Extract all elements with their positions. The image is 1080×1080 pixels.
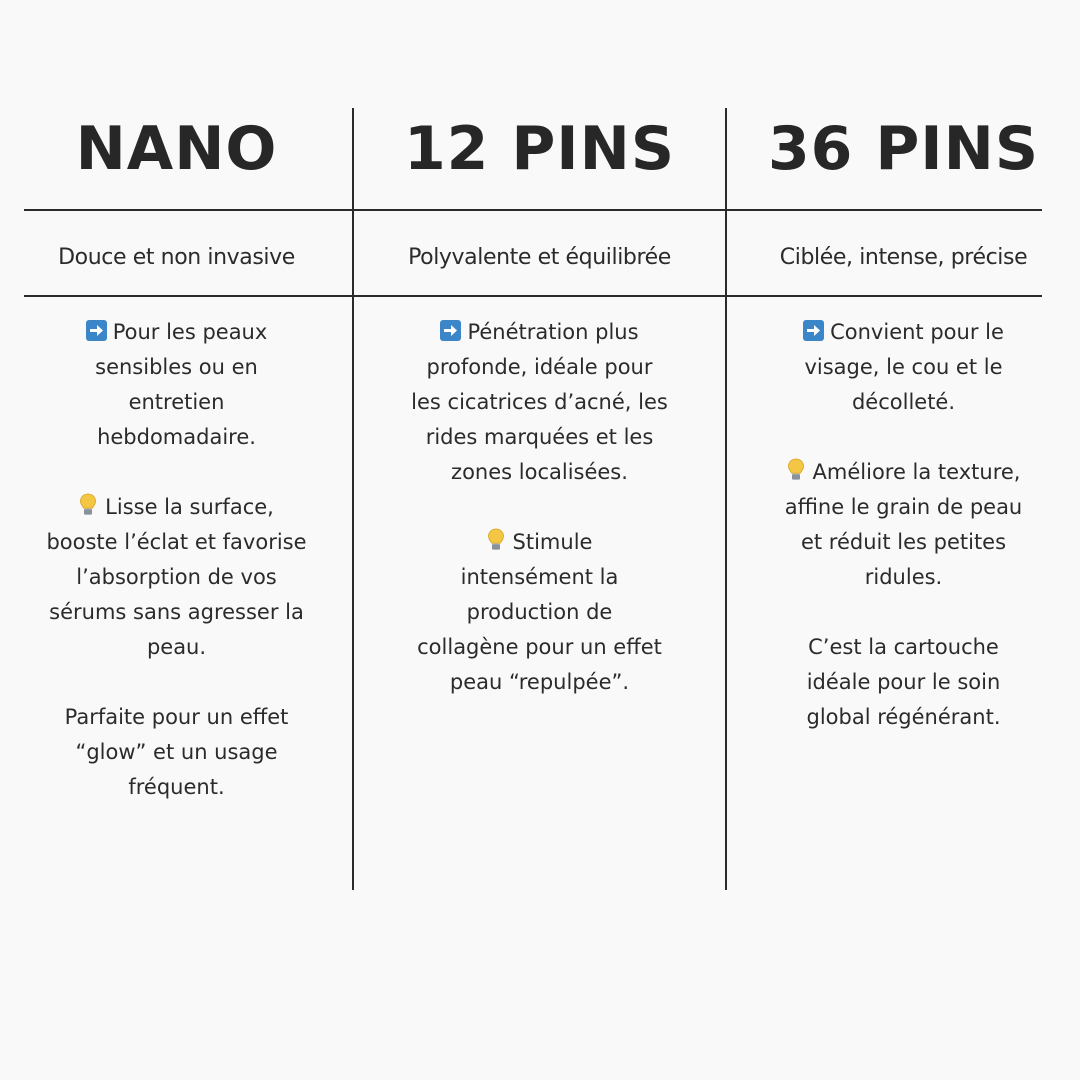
column-body — [0, 315, 353, 840]
paragraph-line — [727, 455, 1080, 490]
line-text: peau. — [146, 635, 207, 659]
line-text: production de — [466, 600, 613, 624]
paragraph-line — [727, 315, 1080, 350]
lightbulb-icon — [487, 528, 505, 552]
column-title: 12 PINS — [403, 114, 676, 184]
paragraph-line — [353, 455, 726, 490]
line-text: Convient pour le — [830, 320, 1004, 344]
column-body — [353, 315, 726, 735]
paragraph — [0, 700, 353, 805]
line-text: peau “repulpée”. — [449, 670, 630, 694]
arrow-right-icon — [86, 320, 107, 341]
paragraph-line — [353, 560, 726, 595]
paragraph-line — [0, 315, 353, 350]
paragraph-line — [727, 525, 1080, 560]
paragraph-line — [727, 700, 1080, 735]
line-text: Pour les peaux — [112, 320, 268, 344]
paragraph-line — [727, 385, 1080, 420]
paragraph-line — [353, 525, 726, 560]
line-text: hebdomadaire. — [97, 425, 256, 449]
paragraph-line — [0, 560, 353, 595]
line-text: Lisse la surface, — [105, 495, 274, 519]
line-text: sérums sans agresser la — [49, 600, 304, 624]
line-text: ridules. — [864, 565, 943, 589]
line-text: profonde, idéale pour — [426, 355, 653, 379]
line-text: booste l’éclat et favorise — [46, 530, 307, 554]
lightbulb-icon — [79, 493, 97, 517]
paragraph-line — [0, 700, 353, 735]
line-text: rides marquées et les — [425, 425, 654, 449]
line-text: intensément la — [460, 565, 619, 589]
lightbulb-icon — [787, 458, 805, 482]
paragraph — [727, 455, 1080, 595]
line-text: entretien — [128, 390, 225, 414]
line-text: l’absorption de vos — [76, 565, 277, 589]
paragraph — [353, 315, 726, 490]
paragraph-line — [0, 490, 353, 525]
column-body — [727, 315, 1080, 770]
paragraph — [727, 630, 1080, 735]
line-text: global régénérant. — [806, 705, 1001, 729]
paragraph-line — [353, 385, 726, 420]
line-text: les cicatrices d’acné, les — [411, 390, 668, 414]
paragraph-line — [727, 665, 1080, 700]
column-subtitle: Douce et non invasive — [58, 245, 295, 270]
arrow-right-icon — [803, 320, 824, 341]
paragraph-line — [0, 420, 353, 455]
arrow-right-icon — [440, 320, 461, 341]
column-subtitle: Polyvalente et équilibrée — [408, 245, 671, 270]
line-text: visage, le cou et le — [804, 355, 1003, 379]
paragraph — [0, 490, 353, 665]
header-divider — [24, 209, 1042, 211]
paragraph-line — [0, 770, 353, 805]
line-text: Améliore la texture, — [812, 460, 1021, 484]
paragraph-line — [727, 490, 1080, 525]
line-text: Pénétration plus — [467, 320, 639, 344]
paragraph-line — [353, 665, 726, 700]
paragraph-line — [727, 560, 1080, 595]
paragraph-line — [353, 420, 726, 455]
line-text: “glow” et un usage — [75, 740, 278, 764]
paragraph-line — [0, 350, 353, 385]
paragraph — [0, 315, 353, 455]
line-text: idéale pour le soin — [806, 670, 1001, 694]
line-text: décolleté. — [851, 390, 956, 414]
paragraph — [353, 525, 726, 700]
line-text: Parfaite pour un effet — [64, 705, 289, 729]
subtitle-divider — [24, 295, 1042, 297]
line-text: collagène pour un effet — [417, 635, 662, 659]
column-title: 36 PINS — [767, 114, 1040, 184]
paragraph — [727, 315, 1080, 420]
paragraph-line — [0, 385, 353, 420]
paragraph-line — [353, 350, 726, 385]
line-text: affine le grain de peau — [784, 495, 1023, 519]
paragraph-line — [727, 350, 1080, 385]
paragraph-line — [0, 595, 353, 630]
line-text: Stimule — [512, 530, 593, 554]
line-text: sensibles ou en — [95, 355, 258, 379]
paragraph-line — [353, 315, 726, 350]
line-text: et réduit les petites — [800, 530, 1007, 554]
paragraph-line — [0, 630, 353, 665]
paragraph-line — [353, 630, 726, 665]
line-text: fréquent. — [128, 775, 225, 799]
paragraph-line — [353, 595, 726, 630]
line-text: C’est la cartouche — [808, 635, 999, 659]
paragraph-line — [0, 735, 353, 770]
column-title: NANO — [75, 114, 278, 184]
column-subtitle: Ciblée, intense, précise — [779, 245, 1028, 270]
paragraph-line — [0, 525, 353, 560]
paragraph-line — [727, 630, 1080, 665]
line-text: zones localisées. — [451, 460, 628, 484]
